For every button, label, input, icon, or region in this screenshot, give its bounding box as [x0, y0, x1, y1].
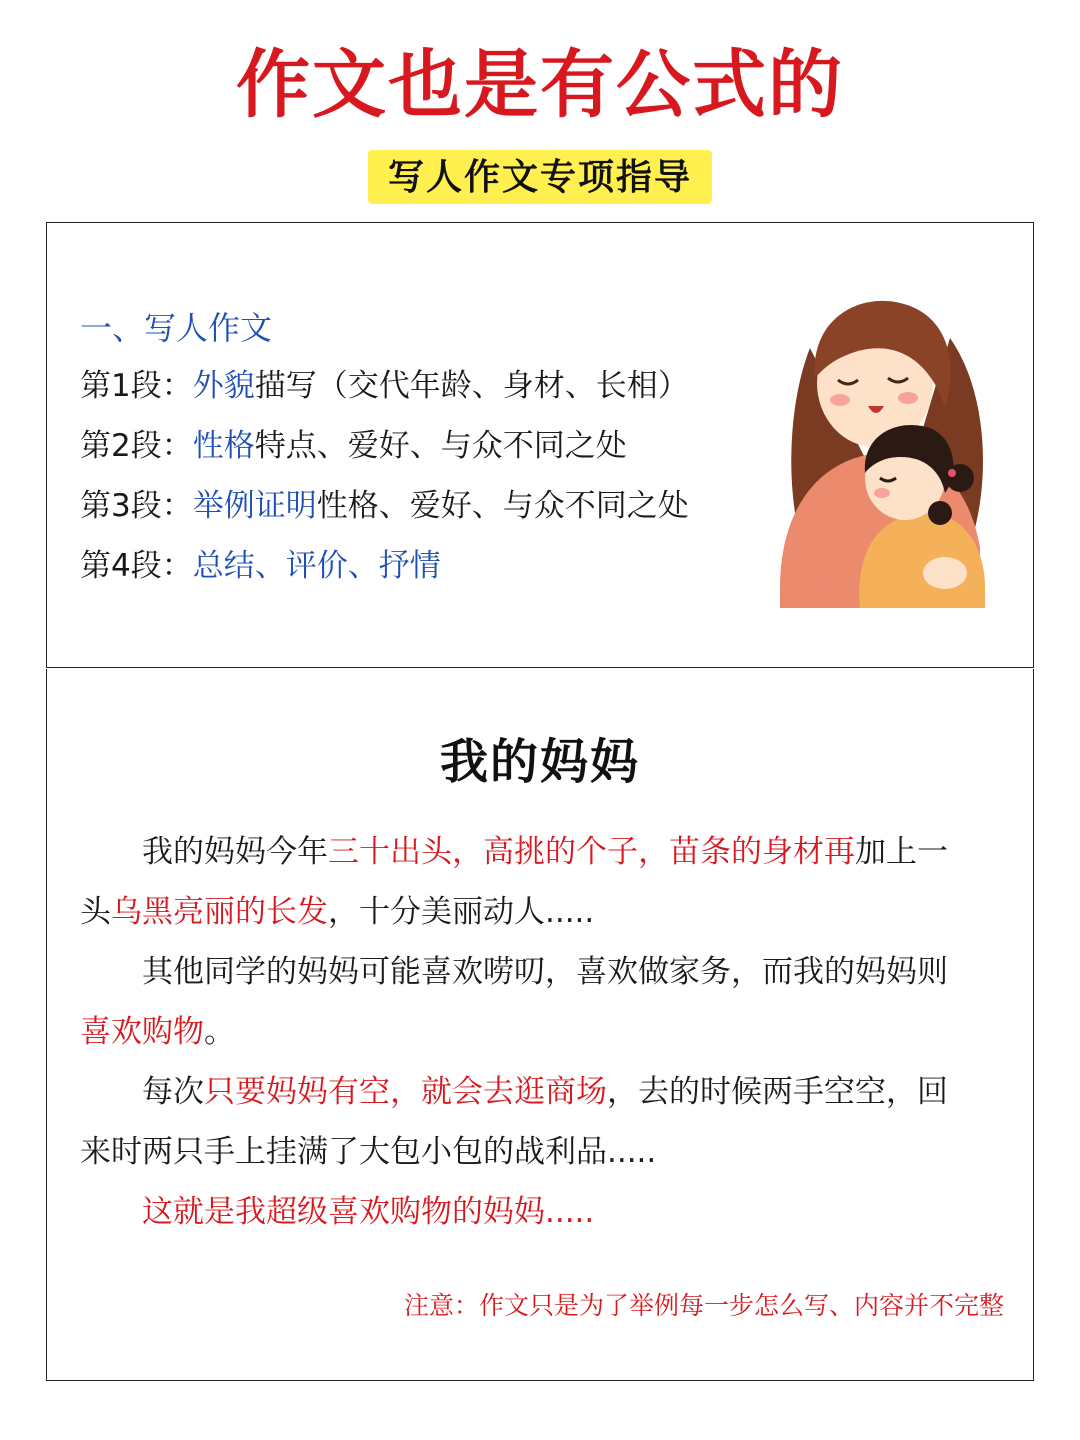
- essay-text: ，去的时候两手空空，回: [607, 1074, 948, 1110]
- essay-highlight: 喜欢购物: [80, 1014, 204, 1050]
- essay-text: 其他同学的妈妈可能喜欢唠叨，喜欢做家务，而我的妈妈则: [142, 954, 948, 990]
- essay-title: 我的妈妈: [439, 734, 640, 790]
- step-keyword: 总结、评价、抒情: [192, 548, 441, 584]
- essay-text: 来时两只手上挂满了大包小包的战利品.....: [80, 1134, 657, 1170]
- outline-step-2: [80, 422, 627, 470]
- step-detail: 描写（交代年龄、身材、长相）: [254, 368, 689, 404]
- step-label: 第4段：: [80, 548, 193, 584]
- essay-line: [142, 828, 948, 876]
- step-label: 第1段：: [80, 368, 193, 404]
- essay-line: [80, 888, 594, 936]
- footnote: 注意：作文只是为了举例每一步怎么写、内容并不完整: [403, 1291, 1004, 1320]
- essay-line: [142, 948, 948, 996]
- essay-highlight: 乌黑亮丽的长发: [111, 894, 328, 930]
- outline-step-1: [80, 362, 689, 410]
- step-label: 第2段：: [80, 428, 193, 464]
- essay-highlight: 只要妈妈有空，就会去逛商场: [204, 1074, 607, 1110]
- outline-step-3: [80, 482, 689, 530]
- subtitle-badge: 写人作文专项指导: [368, 150, 712, 204]
- step-keyword: 外貌: [192, 368, 255, 404]
- outline-heading: 一、写人作文: [80, 309, 273, 347]
- essay-text: 我的妈妈今年: [142, 834, 328, 870]
- essay-line: [142, 1188, 594, 1236]
- essay-text: 头: [80, 894, 111, 930]
- essay-line: [80, 1128, 656, 1176]
- step-detail: 特点、爱好、与众不同之处: [254, 428, 627, 464]
- outline-step-4: [80, 542, 441, 590]
- subtitle-wrap: [0, 150, 1080, 204]
- essay-text: ，十分美丽动人.....: [328, 894, 595, 930]
- essay-line: [80, 1008, 235, 1056]
- essay-highlight: 三十出头，高挑的个子，苗条的身材再: [328, 834, 855, 870]
- step-keyword: 性格: [192, 428, 255, 464]
- page-title: 作文也是有公式的: [236, 42, 844, 128]
- essay-line: [142, 1068, 948, 1116]
- step-keyword: 举例证明: [192, 488, 317, 524]
- essay-text: 每次: [142, 1074, 204, 1110]
- step-label: 第3段：: [80, 488, 193, 524]
- step-detail: 性格、爱好、与众不同之处: [316, 488, 689, 524]
- mother-hugging-child-illustration: [770, 288, 1000, 608]
- essay-text: 加上一: [855, 834, 948, 870]
- essay-text: 。: [204, 1014, 235, 1050]
- essay-highlight: 这就是我超级喜欢购物的妈妈.....: [142, 1194, 595, 1230]
